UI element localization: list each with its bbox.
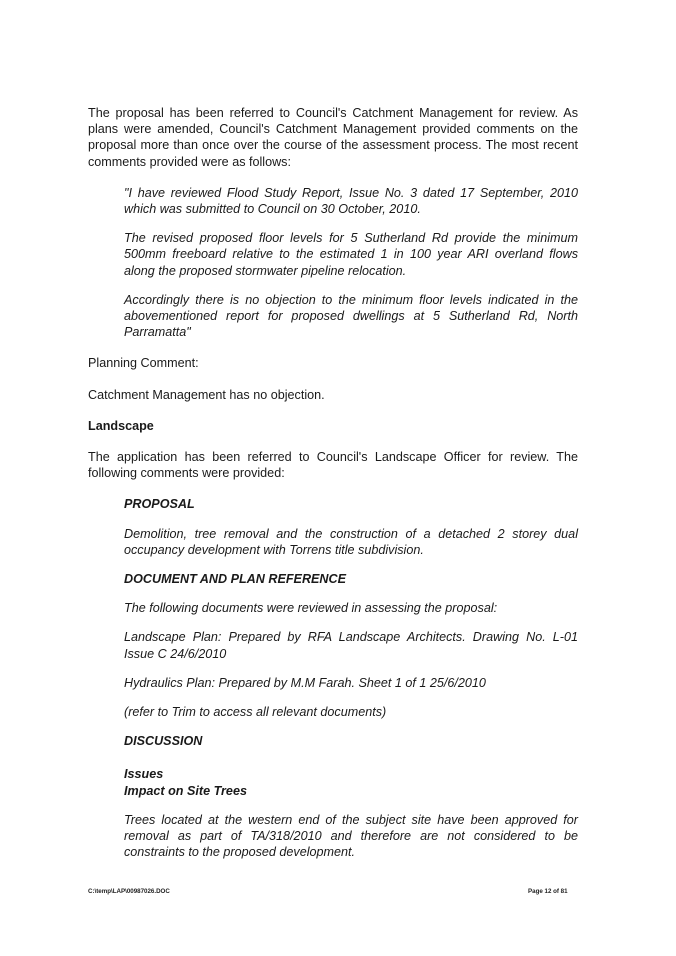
trim-note: (refer to Trim to access all relevant documents) [124,705,387,720]
quote-floor-levels: The revised proposed floor levels for 5 Sutherland Rd provide the minimum 500mm freeboard relative to the estimated 1 in 100 year ARI overland flows along the proposed stormwater pipeline relocation. [124,231,578,278]
quote-flood-study: "I have reviewed Flood Study Report, Issue No. 3 dated 17 September, 2010 which was submitted to Council on 30 October, 2010. [124,185,578,217]
page-body [88,105,578,861]
landscape-intro: The application has been referred to Council's Landscape Officer for review. The following comments were provided: [88,450,578,481]
proposal-text: Demolition, tree removal and the construction of a detached 2 storey dual occupancy development with Torrens title subdivision. [124,526,578,557]
proposal-heading: PROPOSAL [124,497,195,512]
landscape-heading: Landscape [88,418,154,433]
planning-comment-label: Planning Comment: [88,356,199,371]
impact-heading: Impact on Site Trees [124,783,247,798]
docref-heading: DOCUMENT AND PLAN REFERENCE [124,572,347,587]
footer-page-number: Page 12 of 81 [528,888,568,895]
trees-text: Trees located at the western end of the subject site have been approved for removal as part of TA/318/2010 and therefore are not considered to be constraints to the proposed development. [124,812,578,860]
issues-heading: Issues [124,767,164,782]
quote-no-objection: Accordingly there is no objection to the minimum floor levels indicated in the abovementioned report for proposed dwellings at 5 Sutherland Rd, North Parramatta" [124,292,578,340]
landscape-plan-ref: Landscape Plan: Prepared by RFA Landscape Architects. Drawing No. L-01 Issue C 24/6/2010 [124,630,578,661]
footer-file-path: C:\temp\LAP\00987026.DOC [88,888,170,895]
docref-intro: The following documents were reviewed in assessing the proposal: [124,601,498,616]
hydraulics-plan-ref: Hydraulics Plan: Prepared by M.M Farah. Sheet 1 of 1 25/6/2010 [124,675,486,690]
catchment-result: Catchment Management has no objection. [88,387,325,402]
discussion-heading: DISCUSSION [124,734,203,749]
catchment-intro-paragraph: The proposal has been referred to Council's Catchment Management for review. As plans were amended, Council's Catchment Management provided comments on the proposal more than once over the course of the assessment process. The most recent comments provided were as follows: [88,106,578,169]
